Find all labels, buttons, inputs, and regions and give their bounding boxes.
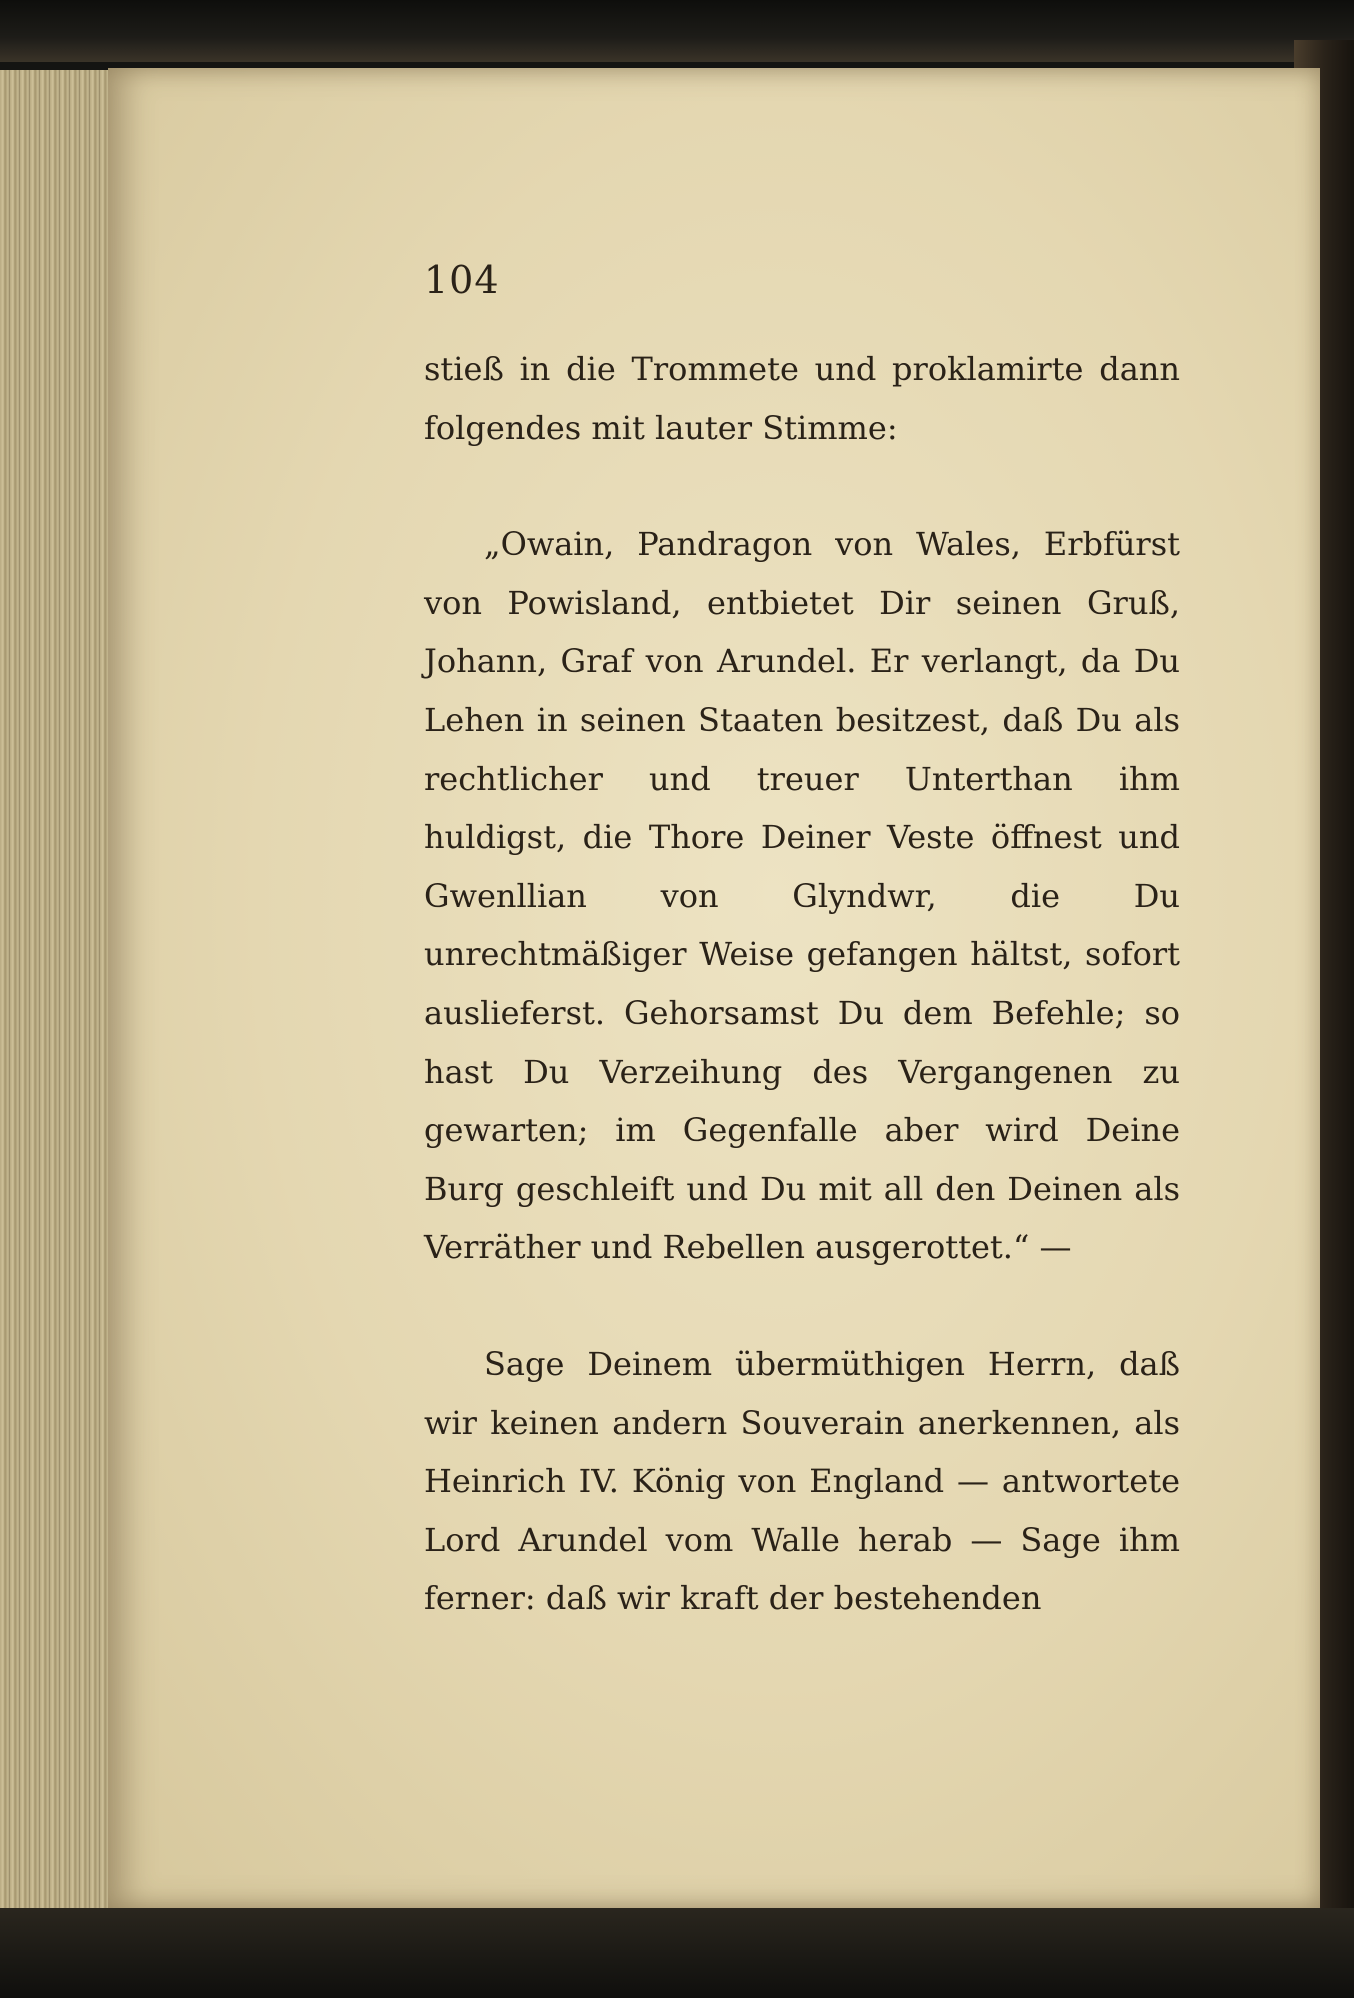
page-edges [0, 70, 118, 1920]
body-text [424, 340, 1180, 1628]
scan-background-bottom [0, 1908, 1354, 1998]
paragraph-proclamation: „Owain, Pandragon von Wales, Erbfürst von Powisland, entbietet Dir seinen Gruß, Johann, Graf von Arundel. Er verlangt, da Du Lehen in seinen Staaten besitzest, daß Du als rechtlicher und treuer Unterthan ihm huldigst, die Thore Deiner Veste öffnest und Gwenllian von Glyndwr, die Du unrechtmäßiger Weise gefangen hältst, sofort auslieferst. Gehorsamst Du dem Befehle; so hast Du Verzeihung des Vergangenen zu gewarten; im Gegenfalle aber wird Deine Burg geschleift und Du mit all den Deinen als Verräther und Rebellen ausgerottet.“ — [424, 525, 1180, 1267]
paragraph-continuation: stieß in die Trommete und proklamirte dann folgendes mit lauter Stimme: [424, 350, 1180, 447]
page-number: 104 [424, 258, 500, 302]
paragraph-reply: Sage Deinem übermüthigen Herrn, daß wir keinen andern Souverain anerkennen, als Heinrich IV. König von England — antwortete Lord Arundel vom Walle herab — Sage ihm ferner: daß wir kraft der bestehenden [424, 1344, 1180, 1618]
scan-background-top [0, 0, 1354, 62]
